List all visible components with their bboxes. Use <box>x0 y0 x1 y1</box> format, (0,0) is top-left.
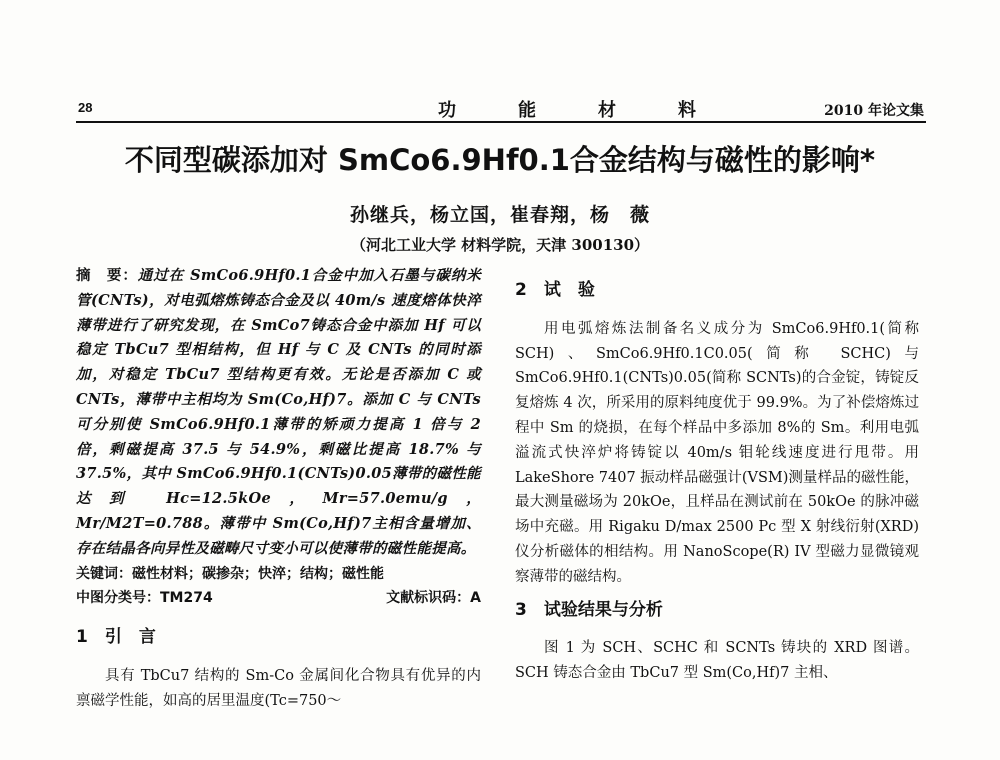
keywords-label: 关键词： <box>76 565 132 582</box>
section-2-text: 用电弧熔炼法制备名义成分为 SmCo6.9Hf0.1(简称 SCH)、SmCo6.9Hf0.1C0.05(简称 SCHC)与 SmCo6.9Hf0.1(CNTs)0.05(简称 SCNTs)的合金锭，铸锭反复熔炼 4 次，所采用的原料纯度优于 99.9%。为了补偿熔炼过程中 Sm 的烧损，在每个样品中多添加 8%的 Sm。利用电弧溢流式快淬炉将铸锭以 40m/s 钼轮线速度进行甩带。用 LakeShore 7407 振动样品磁强计(VSM)测量样品的磁性能，最大测量磁场为 20kOe，且样品在测试前在 50kOe 的脉冲磁场中充磁。用 Rigaku D/max 2500 Pc 型 X 射线衍射(XRD)仪分析磁体的相结构。用 NanoScope(R) IV 型磁力显微镜观察薄带的磁结构。 <box>515 320 919 585</box>
paper-title: 不同型碳添加对 SmCo6.9Hf0.1合金结构与磁性的影响* <box>124 143 876 177</box>
journal-name: 功能材料 <box>438 100 758 121</box>
right-column <box>515 278 919 686</box>
page-number: 28 <box>78 100 93 115</box>
doc-code-label: 文献标识码： <box>386 590 471 607</box>
section-1-heading: 1 引 言 <box>76 627 156 648</box>
abstract <box>76 264 481 562</box>
class-value: TM274 <box>160 590 213 607</box>
keywords-text: 磁性材料；碳掺杂；快淬；结构；磁性能 <box>132 565 384 582</box>
keywords <box>76 562 481 587</box>
class-label: 中图分类号： <box>76 590 160 607</box>
section-2-heading: 2 试 验 <box>515 280 595 300</box>
doc-code-value: A <box>470 590 481 607</box>
abstract-text: 通过在 SmCo6.9Hf0.1合金中加入石墨与碳纳米管(CNTs)，对电弧熔炼铸态合金及以 40m/s 速度熔体快淬薄带进行了研究发现，在 SmCo7铸态合金中添加 Hf 可以稳定 TbCu7 型相结构，但 Hf 与 C 及 CNTs 的同时添加，对稳定 TbCu7 型结构更有效。无论是否添加 C 或 CNTs，薄带中主相均为 Sm(Co,Hf)7。添加 C 与 CNTs 可分别使 SmCo6.9Hf0.1薄带的矫顽力提高 1 倍与 2 倍，剩磁提高 37.5 与 54.9%，剩磁比提高 18.7% 与 37.5%，其中 SmCo6.9Hf0.1(CNTs)0.05薄带的磁性能达到 Hc=12.5kOe，Mr=57.0emu/g，Mr/M2T=0.788。薄带中 Sm(Co,Hf)7主相含量增加、存在结晶各向异性及磁畴尺寸变小可以使薄带的磁性能提高。 <box>76 267 482 557</box>
section-3-heading: 3 试验结果与分析 <box>515 599 663 620</box>
section-3-text: 图 1 为 SCH、SCHC 和 SCNTs 铸块的 XRD 图谱。SCH 铸态合金由 TbCu7 型 Sm(Co,Hf)7 主相、 <box>515 640 919 682</box>
affiliation: （河北工业大学 材料学院，天津 300130） <box>350 236 650 254</box>
header-rule <box>76 121 926 123</box>
author-list: 孙继兵，杨立国，崔春翔，杨 薇 <box>349 204 650 226</box>
left-column <box>76 264 481 714</box>
year-note: 2010 年论文集 <box>824 103 924 119</box>
running-header <box>78 100 924 122</box>
abstract-label: 摘 要： <box>76 267 138 284</box>
section-1-text: 具有 TbCu7 结构的 Sm-Co 金属间化合物具有优异的内禀磁学性能，如高的居里温度(Tc=750～ <box>76 667 481 709</box>
classification <box>76 586 481 611</box>
